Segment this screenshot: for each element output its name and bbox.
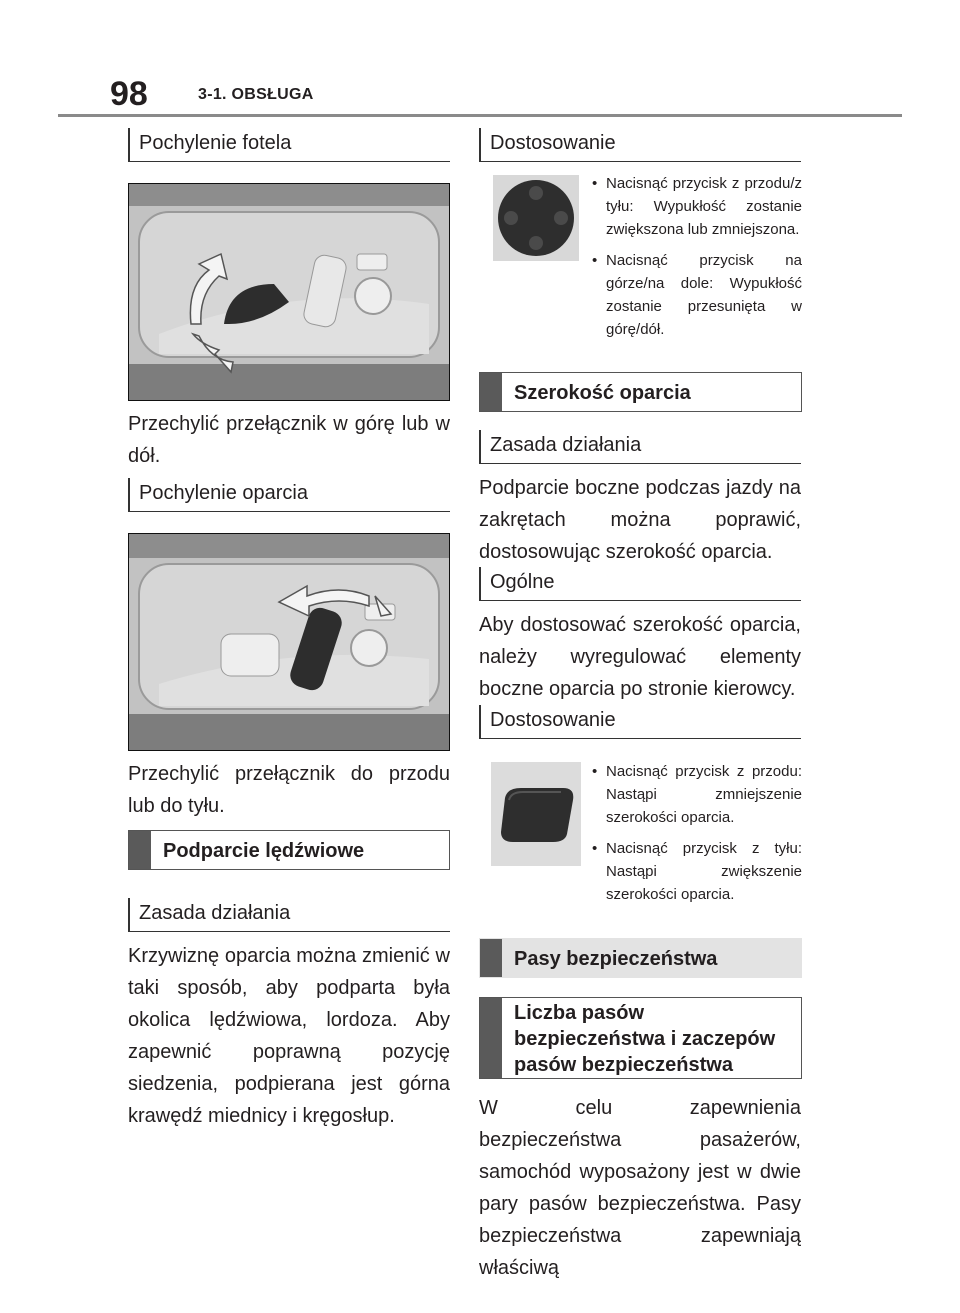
heading-bar bbox=[480, 373, 502, 411]
seatbelt-count-heading-text: Liczba pasów bezpieczeństwa i zaczepów pasów bezpieczeństwa bbox=[514, 1002, 776, 1076]
seatbelt-count-heading bbox=[479, 997, 802, 1079]
seat-tilt-heading-text: Pochylenie fotela bbox=[139, 132, 292, 154]
general-heading bbox=[479, 567, 801, 601]
backrest-tilt-heading bbox=[128, 478, 450, 512]
list-item: • Nacisnąć przycisk na górze/na dole: Wypukłość zostanie przesunięta w górę/dół. bbox=[592, 249, 802, 341]
seatbelts-text: W celu zapewnienia bezpieczeństwa pasażerów, samochód wyposażony jest w dwie pary pasów bezpieczeństwa. Pasy bezpieczeństwa zapewniają właściwą bbox=[479, 1097, 801, 1279]
heading-bar bbox=[480, 998, 502, 1078]
backrest-width-section-heading bbox=[479, 372, 802, 412]
chapter-title: 3-1. OBSŁUGA bbox=[198, 86, 314, 103]
backrest-width-principle-text: Podparcie boczne podczas jazdy na zakrętach można poprawić, dostosowując szerokość oparcia. bbox=[479, 477, 801, 563]
lumbar-adjust-heading-text: Dostosowanie bbox=[490, 132, 616, 154]
backrest-width-principle-heading bbox=[479, 430, 801, 464]
lumbar-section-heading bbox=[128, 830, 450, 870]
seat-tilt-text: Przechylić przełącznik w górę lub w dół. bbox=[128, 413, 450, 467]
general-heading-text: Ogólne bbox=[490, 571, 555, 593]
lumbar-button-icon bbox=[493, 175, 579, 261]
general-text: Aby dostosować szerokość oparcia, należy wyregulować elementy boczne oparcia po stronie kierowcy. bbox=[479, 614, 801, 700]
backrest-tilt-illustration bbox=[128, 533, 450, 751]
backrest-tilt-heading-text: Pochylenie oparcia bbox=[139, 482, 308, 504]
seatbelts-section-heading bbox=[479, 938, 802, 978]
width-button-icon bbox=[491, 762, 581, 866]
lumbar-adjust-heading bbox=[479, 128, 801, 162]
page-number: 98 bbox=[110, 75, 148, 113]
seat-tilt-switch-image bbox=[129, 184, 449, 400]
heading-bar bbox=[129, 831, 151, 869]
lumbar-principle-heading bbox=[128, 898, 450, 932]
backrest-width-principle-heading-text: Zasada działania bbox=[490, 434, 642, 456]
backrest-tilt-switch-image bbox=[129, 534, 449, 750]
heading-bar bbox=[480, 939, 502, 977]
width-adjust-heading-text: Dostosowanie bbox=[490, 709, 616, 731]
list-item: • Nacisnąć przycisk z przodu/z tyłu: Wypukłość zostanie zwiększona lub zmniejszona. bbox=[592, 172, 802, 241]
width-adjust-list bbox=[592, 760, 802, 914]
backrest-tilt-text: Przechylić przełącznik do przodu lub do tyłu. bbox=[128, 763, 450, 817]
seatbelts-heading-text: Pasy bezpieczeństwa bbox=[514, 948, 718, 970]
lumbar-adjust-list bbox=[592, 172, 802, 349]
list-item: • Nacisnąć przycisk z przodu: Nastąpi zmniejszenie szerokości oparcia. bbox=[592, 760, 802, 829]
lumbar-principle-text: Krzywiznę oparcia można zmienić w taki sposób, aby podparta była okolica lędźwiowa, lordoza. Aby zapewnić poprawną pozycję siedzenia, podpierana jest górna krawędź miednicy i kręgosłup. bbox=[128, 945, 450, 1127]
list-item: • Nacisnąć przycisk z tyłu: Nastąpi zwiększenie szerokości oparcia. bbox=[592, 837, 802, 906]
lumbar-principle-heading-text: Zasada działania bbox=[139, 902, 291, 924]
backrest-width-heading-text: Szerokość oparcia bbox=[514, 382, 691, 404]
lumbar-heading-text: Podparcie lędźwiowe bbox=[163, 840, 365, 862]
width-adjust-heading bbox=[479, 705, 801, 739]
seat-tilt-illustration bbox=[128, 183, 450, 401]
seat-tilt-heading bbox=[128, 128, 450, 162]
header-rule bbox=[58, 114, 902, 117]
